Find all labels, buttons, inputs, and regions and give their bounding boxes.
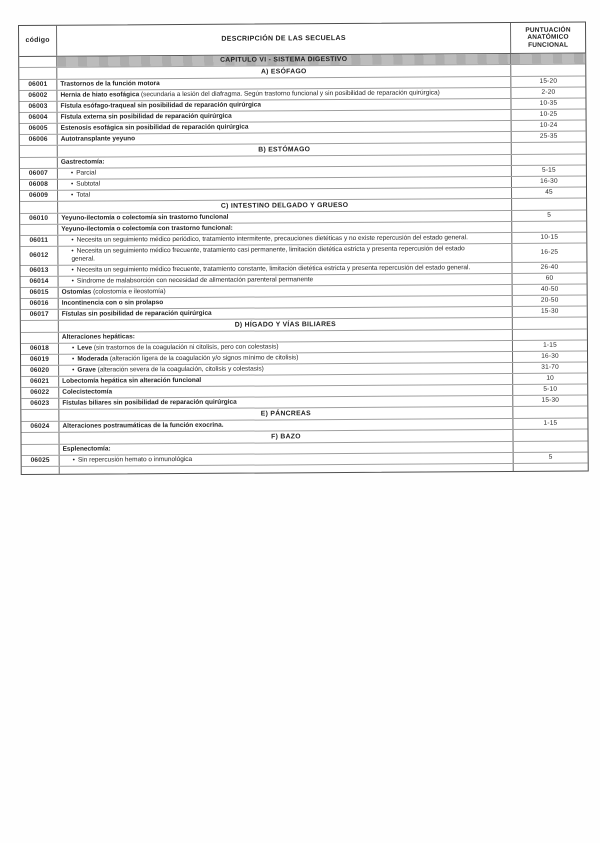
description-text — [61, 113, 232, 122]
description-text — [62, 377, 201, 386]
description-text — [71, 245, 464, 263]
table-header-row — [19, 23, 585, 57]
score-cell — [512, 199, 586, 210]
code-cell: 06019 — [21, 355, 59, 365]
code-cell: 06001 — [19, 80, 57, 90]
code-cell — [19, 57, 57, 67]
score-cell: 26-40 — [540, 263, 559, 271]
score-cell: 2-20 — [541, 88, 556, 96]
score-cell — [514, 464, 588, 471]
description-detail: Necesita un seguimiento médico frecuente, tratamiento casi permanente, limitación dietética estricta y presenta repercusión del estado — [76, 245, 465, 255]
description-cell: E) PÁNCREAS — [59, 407, 513, 421]
code-cell: 06014 — [21, 277, 59, 287]
score-cell: 1-15 — [543, 419, 558, 427]
code-cell: 06008 — [20, 180, 58, 190]
description-detail: (secundaria a lesión del diafragma. Según trastorno funcional y sin posibilidad de reparación quirúrgica) — [140, 89, 440, 99]
score-cell: 10-35 — [539, 99, 558, 107]
score-cell: 16-30 — [541, 352, 559, 360]
code-cell — [22, 467, 60, 474]
description-text — [62, 310, 212, 319]
code-cell — [21, 433, 59, 444]
description-cell: D) HÍGADO Y VÍAS BILIARES — [59, 318, 513, 332]
description-detail: Síndrome de malabsorción con necesidad de alimentación parenteral permanente — [76, 276, 314, 285]
description-text — [60, 89, 439, 99]
score-cell: 10 — [546, 374, 555, 382]
description-text — [62, 399, 237, 408]
header-puntuacion-line2: ANATÓMICO — [527, 33, 569, 42]
bullet-icon: • — [71, 236, 74, 244]
score-cell: 60 — [545, 274, 554, 282]
description-term: Colecistectomía — [62, 388, 113, 396]
score-cell: 15-30 — [540, 307, 559, 315]
description-text — [61, 124, 249, 133]
description-term: Hernia de hiato esofágica — [60, 91, 142, 99]
description-text — [72, 354, 298, 363]
score-cell: 40-50 — [540, 285, 559, 293]
bullet-icon: • — [71, 344, 75, 352]
description-detail: Sin repercusión hemato o inmunológica — [77, 455, 193, 464]
description-cell: A) ESÓFAGO — [57, 65, 511, 79]
code-cell — [19, 68, 57, 79]
description-term: Estenosis esofágica sin posibilidad de reparación quirúrgica — [60, 123, 249, 132]
description-term: Lobectomía hepática sin alteración funcional — [62, 376, 202, 385]
score-cell: 45 — [545, 188, 553, 196]
description-cell: F) BAZO — [59, 430, 513, 444]
bullet-icon: • — [70, 169, 74, 177]
description-term: Leve — [77, 344, 94, 352]
description-detail: Subtotal — [76, 180, 101, 188]
description-cell — [60, 464, 514, 474]
bullet-icon: • — [70, 180, 74, 188]
table-body — [19, 54, 588, 474]
description-detail: Necesita un seguimiento médico periódico, tratamiento intermitente, precauciones dietéticas y no existe repercusión del estado general. — [76, 234, 468, 244]
description-term: Moderada — [77, 355, 110, 363]
description-term: Fístula externa sin posibilidad de reparación quirúrgica — [60, 112, 232, 121]
description-cell: Gastrectomía: — [58, 155, 512, 168]
score-cell — [513, 430, 587, 441]
description-text — [71, 234, 468, 244]
code-cell: 06013 — [20, 266, 58, 276]
description-detail: Total — [76, 191, 91, 199]
description-cell: C) INTESTINO DELGADO Y GRUESO — [58, 199, 512, 213]
description-term: Fístula esófago-traqueal sin posibilidad de reparación quirúrgica — [60, 101, 261, 110]
description-cell: Alteraciones hepáticas: — [59, 330, 513, 343]
score-cell: 5 — [547, 211, 552, 219]
code-cell — [20, 158, 58, 168]
code-cell: 06009 — [20, 191, 58, 201]
score-cell — [511, 65, 585, 76]
score-cell: 15-20 — [539, 77, 558, 85]
description-term: Fístulas sin posibilidad de reparación quirúrgica — [61, 309, 212, 318]
score-cell: 5 — [548, 453, 553, 461]
code-cell: 06018 — [21, 344, 59, 354]
code-cell: 06020 — [21, 366, 59, 376]
description-detail: Parcial — [76, 169, 97, 177]
description-term: Ostomías — [61, 288, 94, 296]
description-detail: (alteración severa de la coagulación, citolisis y colestasis) — [97, 365, 264, 374]
score-cell — [512, 143, 586, 154]
bullet-icon: • — [71, 277, 74, 285]
header-codigo: código — [19, 26, 57, 56]
description-text — [72, 366, 264, 375]
score-cell: 5-15 — [541, 166, 556, 174]
code-cell: 06022 — [21, 388, 59, 398]
score-cell: 25-35 — [539, 132, 558, 140]
description-detail: (alteración ligera de la coagulación y/o signos mínimo de citolisis) — [109, 354, 299, 363]
code-cell — [22, 445, 60, 455]
code-cell: 06011 — [20, 236, 58, 246]
score-cell: 15-30 — [541, 396, 560, 404]
description-detail: general. — [71, 255, 95, 263]
description-text — [61, 135, 135, 143]
code-cell: 06015 — [21, 288, 59, 298]
description-detail: (sin trastornos de la coagulación ni citolisis, pero con colestasis) — [93, 343, 279, 352]
score-cell — [512, 155, 586, 165]
description-text — [71, 170, 96, 178]
score-cell: 1-15 — [543, 341, 557, 349]
code-cell: 06002 — [19, 91, 57, 101]
description-text — [73, 456, 193, 465]
description-text — [62, 422, 223, 431]
secuelas-table — [18, 22, 589, 475]
description-detail: Necesita un seguimiento médico frecuente, tratamiento constante, limitación dietética estricta y presenta repercusión del estado general. — [76, 264, 471, 274]
description-text — [71, 192, 90, 200]
code-cell: 06005 — [20, 124, 58, 134]
score-cell: 31-70 — [541, 363, 559, 371]
description-cell: CAPITULO VI - SISTEMA DIGESTIVO — [57, 54, 511, 67]
code-cell: 06010 — [20, 214, 58, 224]
description-text — [60, 102, 261, 111]
code-cell: 06024 — [21, 422, 59, 432]
score-cell: 16-30 — [540, 177, 558, 185]
description-term: Alteraciones postraumáticas de la función exocrina. — [62, 421, 224, 430]
code-cell: 06006 — [20, 135, 58, 145]
code-cell: 06021 — [21, 377, 59, 387]
header-puntuacion — [511, 23, 585, 53]
description-term: Fístulas biliares sin posibilidad de reparación quirúrgica — [62, 398, 237, 407]
description-cell — [58, 244, 512, 265]
description-cell: Yeyuno-ilectomía o colectomía con trastorno funcional: — [58, 222, 512, 235]
bullet-icon: • — [71, 247, 74, 255]
bullet-icon: • — [72, 355, 75, 363]
score-cell: 20-50 — [540, 296, 559, 304]
description-text — [71, 264, 470, 274]
code-cell: 06016 — [21, 299, 59, 309]
bullet-icon: • — [71, 191, 74, 199]
description-text — [62, 299, 164, 308]
code-cell — [21, 333, 59, 343]
score-cell: 16-25 — [540, 248, 559, 256]
description-cell: B) ESTÓMAGO — [58, 143, 512, 157]
code-cell: 06017 — [21, 310, 59, 320]
score-cell: 10-25 — [539, 110, 558, 118]
description-term: Autotransplante yeyuno — [60, 135, 136, 143]
bullet-icon: • — [72, 456, 75, 464]
description-cell: Esplenectomía: — [60, 442, 514, 455]
code-cell — [21, 321, 59, 332]
header-puntuacion-line3: FUNCIONAL — [528, 41, 569, 49]
score-cell: 5-10 — [543, 385, 558, 393]
score-cell — [511, 54, 585, 64]
description-text — [62, 288, 166, 297]
description-text — [62, 388, 112, 396]
description-term: Incontinencia con o sin prolapso — [61, 299, 164, 307]
score-cell: 10-24 — [539, 121, 558, 129]
description-text — [72, 343, 279, 352]
score-cell — [512, 222, 586, 232]
score-cell — [513, 407, 587, 418]
code-cell: 06004 — [20, 113, 58, 123]
code-cell — [20, 225, 58, 235]
bullet-icon: • — [72, 366, 75, 374]
header-puntuacion-line1: PUNTUACIÓN — [525, 26, 571, 34]
score-cell — [514, 442, 588, 452]
description-text — [60, 80, 159, 89]
header-descripcion: DESCRIPCIÓN DE LAS SECUELAS — [57, 23, 511, 56]
bullet-icon: • — [71, 266, 74, 274]
description-text — [72, 276, 314, 285]
code-cell: 06003 — [19, 102, 57, 112]
score-cell: 10-15 — [540, 233, 559, 241]
code-cell: 06025 — [22, 456, 60, 466]
code-cell: 06007 — [20, 169, 58, 179]
code-cell — [20, 202, 58, 213]
description-term: Trastornos de la función motora — [60, 80, 160, 88]
code-cell — [21, 410, 59, 421]
code-cell — [20, 146, 58, 157]
description-detail: (colostomía e ileostomía) — [93, 288, 166, 296]
description-text — [71, 181, 100, 189]
description-term: Grave — [77, 366, 98, 374]
description-term: Yeyuno-ilectomía o colectomía sin trastorno funcional — [61, 213, 229, 222]
description-text — [61, 214, 228, 223]
score-cell — [513, 330, 587, 340]
score-cell — [513, 318, 587, 329]
code-cell: 06012 — [20, 247, 58, 265]
code-cell: 06023 — [21, 399, 59, 409]
